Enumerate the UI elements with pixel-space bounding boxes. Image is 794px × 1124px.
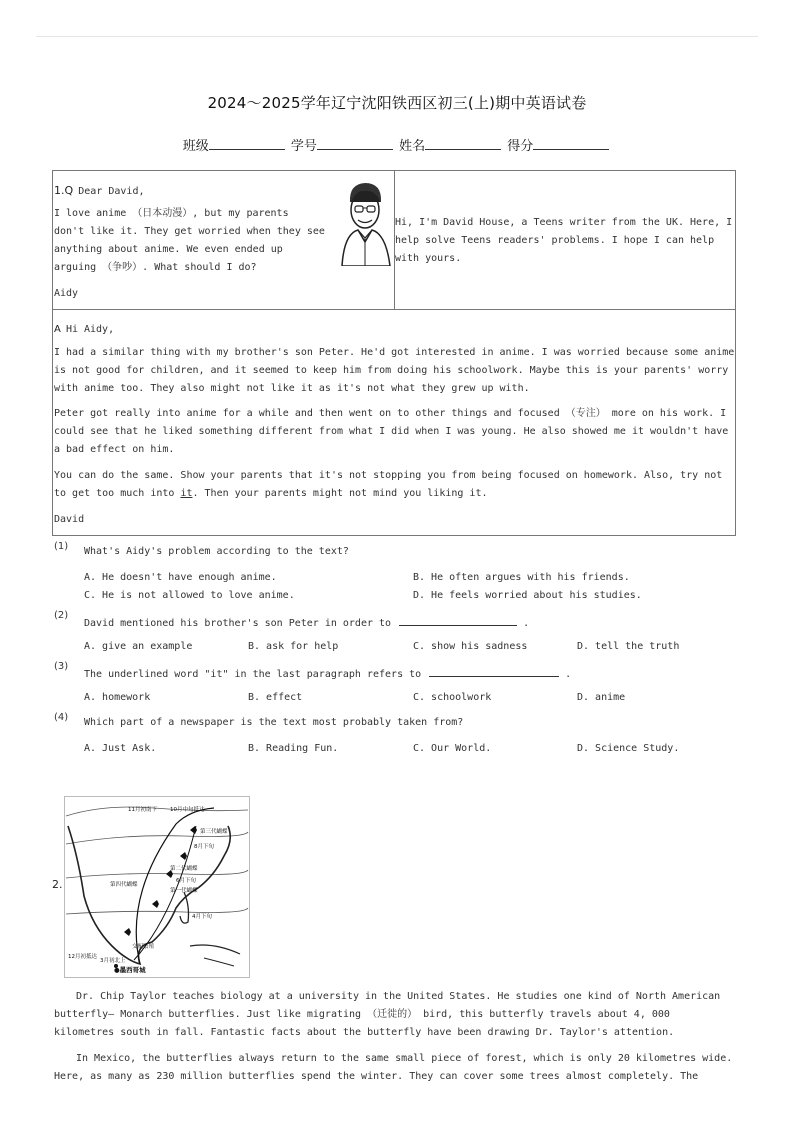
passage-line: In Mexico, the butterflies always return to the same small piece of forest, which is only 20 kilometres wide. — [76, 1053, 733, 1064]
passage-paragraph-1 — [54, 988, 742, 1042]
option[interactable]: B. Reading Fun. — [248, 743, 339, 754]
map-label: 12月初抵达 — [68, 954, 97, 960]
answer-blank[interactable] — [429, 666, 559, 677]
subquestion-text: The underlined word "it" in the last paragraph refers to . — [84, 666, 571, 680]
reply-paragraph-2 — [54, 405, 735, 459]
reply-greeting: Hi Aidy, — [65, 324, 115, 335]
subquestion-number: (4) — [54, 712, 69, 723]
reply-greeting-line — [54, 318, 114, 339]
option[interactable]: D. tell the truth — [577, 641, 680, 652]
student-id-field[interactable] — [317, 135, 393, 150]
subquestion-number: (2) — [54, 610, 69, 621]
option[interactable]: C. He is not allowed to love anime. — [84, 590, 295, 601]
option[interactable]: A. give an example — [84, 641, 193, 652]
option[interactable]: B. He often argues with his friends. — [413, 572, 630, 583]
letter-greeting: Dear David, — [78, 186, 145, 197]
option[interactable]: A. Just Ask. — [84, 743, 157, 754]
underlined-word-it: it — [180, 488, 193, 499]
reply-line: could see that he liked something different from what I did when I was young. He also showed me it wouldn't have — [54, 426, 729, 437]
page-title: 2024～2025学年辽宁沈阳铁西区初三(上)期中英语试卷 — [207, 94, 587, 112]
reply-line: with anime too. They also might not like it as it's not what they grew up with. — [54, 383, 530, 394]
passage-line: butterfly— Monarch butterflies. Just like migrating （迁徙的） bird, this butterfly travels about 4, 000 — [54, 1009, 670, 1020]
map-label: 10月中旬抵达 — [170, 807, 205, 813]
student-info-line — [0, 135, 794, 154]
intro-line: help solve Teens readers' problems. I hope I can help — [395, 235, 715, 246]
option[interactable]: C. Our World. — [413, 743, 492, 754]
letter-signature: Aidy — [54, 288, 79, 299]
option[interactable]: B. ask for help — [248, 641, 339, 652]
subquestion-number: (1) — [54, 541, 69, 552]
letter-line: arguing （争吵）. What should I do? — [54, 262, 257, 273]
top-divider — [36, 36, 758, 37]
answer-blank[interactable] — [399, 615, 517, 626]
option[interactable]: A. He doesn't have enough anime. — [84, 572, 277, 583]
letter-label: Q — [64, 184, 74, 197]
monarch-migration-map — [64, 796, 250, 978]
letter-line: anything about anime. We even ended up — [54, 244, 283, 255]
score-field[interactable] — [533, 135, 609, 150]
letter-greeting-line — [54, 180, 145, 201]
question-number: 1. — [54, 184, 65, 197]
map-label: 11月初南下 — [128, 807, 157, 813]
letter-body — [54, 205, 328, 277]
subquestion-text: What's Aidy's problem according to the text? — [84, 546, 349, 557]
class-label: 班级 — [182, 139, 209, 154]
option[interactable]: C. show his sadness — [413, 641, 528, 652]
option[interactable]: A. homework — [84, 692, 151, 703]
map-label: 第四代蝴蝶 — [110, 882, 138, 888]
reply-signature: David — [54, 514, 85, 525]
reply-line: You can do the same. Show your parents that it's not stopping you from being focused on homework. Also, try not — [54, 470, 723, 481]
subquestion-number: (3) — [54, 661, 69, 672]
student-id-label: 学号 — [290, 139, 317, 154]
reply-line: Peter got really into anime for a while and then went on to other things and focused （专注） more on his work. I — [54, 408, 727, 419]
reply-line: I had a similar thing with my brother's son Peter. He'd got interested in anime. I was worried because some anime — [54, 347, 735, 358]
reply-line: is not good for children, and it seemed to keep him from doing his schoolwork. Maybe this is your parents' worry — [54, 365, 729, 376]
name-field[interactable] — [425, 135, 501, 150]
reply-line: a bad effect on him. — [54, 444, 175, 455]
map-label: 第二代蝴蝶 — [170, 866, 198, 872]
letter-line: don't like it. They get worried when they see — [54, 226, 325, 237]
reply-paragraph-1 — [54, 344, 735, 398]
map-label: 交配繁殖 — [132, 944, 155, 950]
reply-label: A — [54, 324, 61, 335]
reply-line: to get too much into it. Then your parents might not mind you liking it. — [54, 488, 488, 499]
map-label: 第一代蝴蝶 — [170, 888, 198, 894]
intro-line: with yours. — [395, 253, 462, 264]
david-portrait-image — [336, 176, 394, 266]
map-label: 6月下旬 — [176, 878, 196, 884]
option[interactable]: D. Science Study. — [577, 743, 680, 754]
passage-line: Here, as many as 230 million butterflies spend the winter. They can cover some trees almost completely. The — [54, 1071, 699, 1082]
writer-intro — [395, 214, 735, 268]
option[interactable]: C. schoolwork — [413, 692, 492, 703]
reply-paragraph-3 — [54, 467, 735, 503]
option[interactable]: B. effect — [248, 692, 303, 703]
name-label: 姓名 — [399, 139, 426, 154]
question-number: 2. — [52, 878, 63, 891]
map-label: 8月下旬 — [194, 844, 214, 850]
class-field[interactable] — [209, 135, 285, 150]
passage-paragraph-2 — [54, 1050, 742, 1086]
map-label: 3月初北上 — [100, 958, 126, 964]
subquestion-text: David mentioned his brother's son Peter in order to . — [84, 615, 529, 629]
passage-line: Dr. Chip Taylor teaches biology at a university in the United States. He studies one kind of North American — [76, 991, 721, 1002]
subquestion-text: Which part of a newspaper is the text most probably taken from? — [84, 717, 464, 728]
intro-line: Hi, I'm David House, a Teens writer from the UK. Here, I — [395, 217, 733, 228]
map-label: ●墨西哥城 — [114, 966, 146, 974]
map-label: 4月下旬 — [192, 914, 212, 920]
option[interactable]: D. He feels worried about his studies. — [413, 590, 642, 601]
score-label: 得分 — [507, 139, 534, 154]
letter-line: I love anime （日本动漫）, but my parents — [54, 208, 289, 219]
option[interactable]: D. anime — [577, 692, 626, 703]
map-label: 第三代蝴蝶 — [200, 829, 228, 835]
passage-line: kilometres south in fall. Fantastic facts about the butterfly have been drawing Dr. Taylor's attention. — [54, 1027, 675, 1038]
